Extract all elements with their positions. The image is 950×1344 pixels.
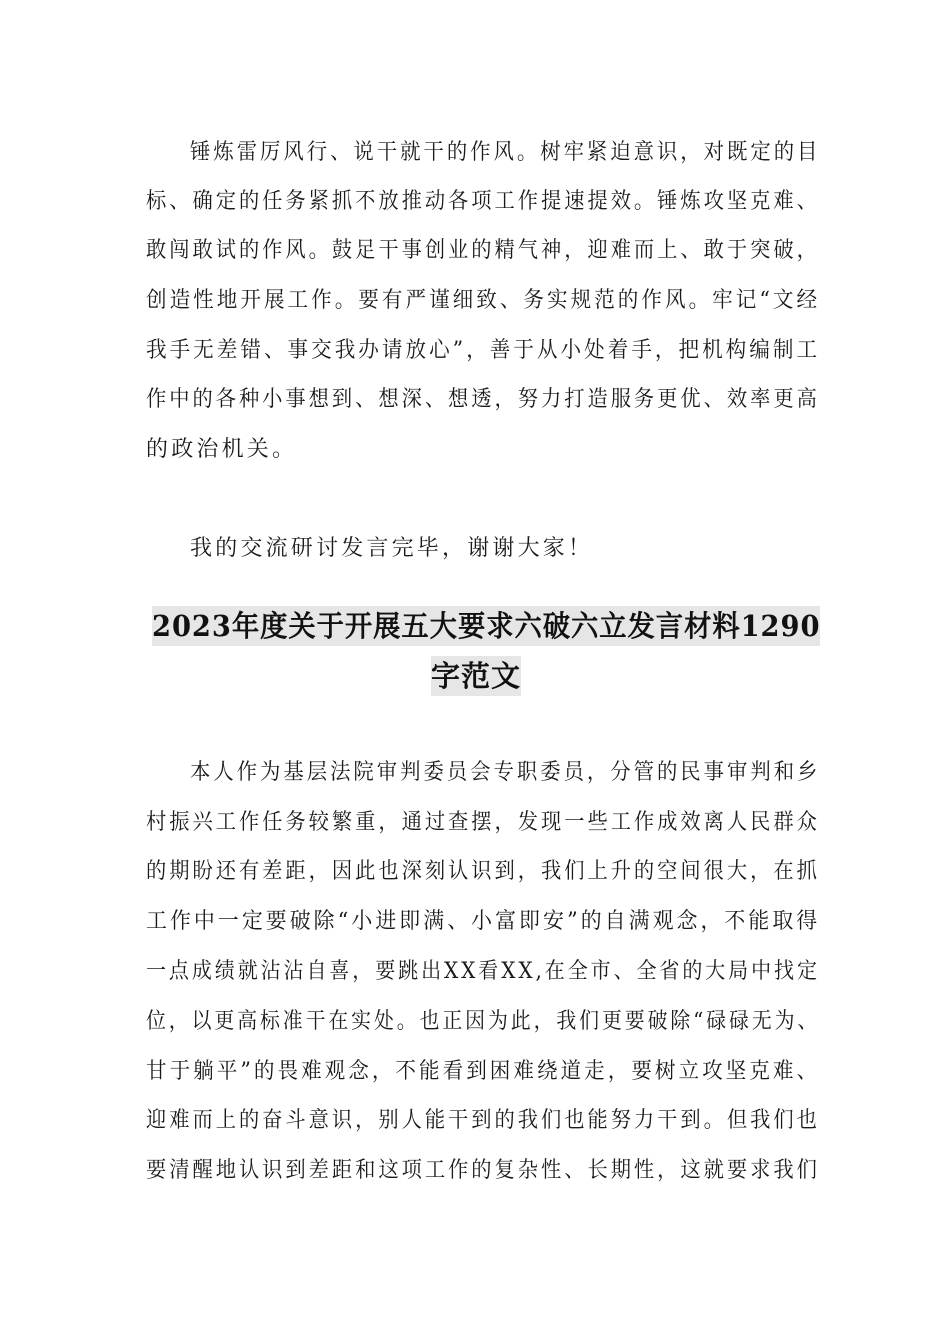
paragraph-line: 作中的各种小事想到、想深、想透，努力打造服务更优、效率更高 (146, 387, 820, 412)
paragraph-line: 一点成绩就沾沾自喜，要跳出XX看XX,在全市、全省的大局中找定 (146, 959, 820, 984)
paragraph-line: 我手无差错、事交我办请放心”，善于从小处着手，把机构编制工 (146, 338, 821, 363)
paragraph-line: 的期盼还有差距，因此也深刻认识到，我们上升的空间很大，在抓 (146, 859, 820, 884)
paragraph-line: 迎难而上的奋斗意识，别人能干到的我们也能努力干到。但我们也 (146, 1108, 820, 1133)
paragraph-line: 敢闯敢试的作风。鼓足干事创业的精气神，迎难而上、敢于突破， (146, 238, 820, 263)
document-title-line-2: 字范文 (431, 656, 521, 696)
document-title-line-1: 2023年度关于开展五大要求六破六立发言材料1290 (152, 606, 820, 646)
paragraph-line: 的政治机关。 (146, 437, 298, 462)
paragraph-line: 村振兴工作任务较繁重，通过查摆，发现一些工作成效离人民群众 (146, 810, 820, 835)
paragraph-line: 位，以更高标准干在实处。也正因为此，我们更要破除“碌碌无为、 (146, 1009, 821, 1034)
paragraph-line: 本人作为基层法院审判委员会专职委员，分管的民事审判和乡 (190, 760, 821, 785)
paragraph-line: 要清醒地认识到差距和这项工作的复杂性、长期性，这就要求我们 (146, 1158, 820, 1183)
paragraph-line: 创造性地开展工作。要有严谨细致、务实规范的作风。牢记“文经 (146, 288, 821, 313)
paragraph-line: 标、确定的任务紧抓不放推动各项工作提速提效。锤炼攻坚克难、 (146, 189, 820, 214)
paragraph-line: 甘于躺平”的畏难观念，不能看到困难绕道走，要树立攻坚克难、 (146, 1059, 821, 1084)
paragraph-line: 工作中一定要破除“小进即满、小富即安”的自满观念，不能取得 (146, 909, 821, 934)
closing-statement: 我的交流研讨发言完毕，谢谢大家！ (190, 536, 594, 561)
paragraph-line: 锤炼雷厉风行、说干就干的作风。树牢紧迫意识，对既定的目 (190, 140, 821, 165)
